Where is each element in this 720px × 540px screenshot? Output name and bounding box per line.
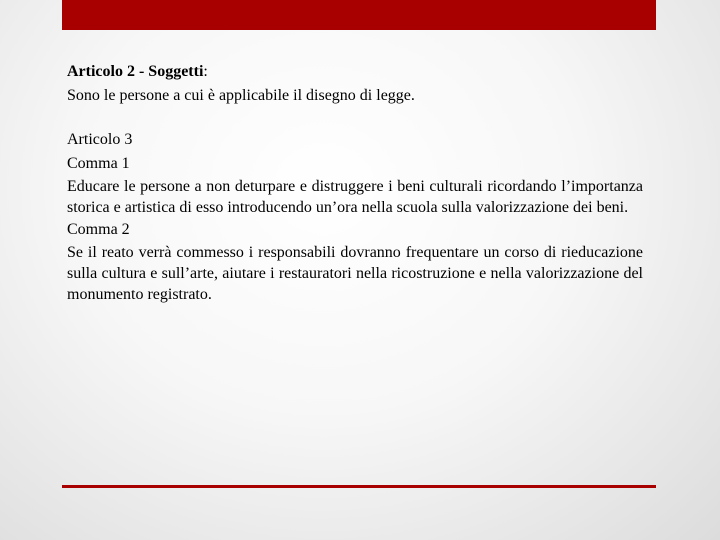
comma-1-text: Educare le persone a non deturpare e distruggere i beni culturali ricordando l’importanza storica e artistica di esso introducendo un’ora nella scuola sulla valorizzazione dei beni. bbox=[67, 178, 643, 216]
top-accent-bar bbox=[62, 0, 656, 30]
comma-2-label: Comma 2 bbox=[67, 221, 130, 238]
bottom-accent-rule bbox=[62, 485, 656, 488]
article-3-heading: Articolo 3 bbox=[67, 131, 133, 148]
article-2-body: Sono le persone a cui è applicabile il disegno di legge. bbox=[67, 87, 415, 104]
article-2-heading: Articolo 2 - Soggetti bbox=[67, 63, 204, 80]
article-2-heading-colon: : bbox=[203, 63, 208, 80]
paragraph-gap bbox=[67, 108, 643, 128]
comma-1-label: Comma 1 bbox=[67, 155, 130, 172]
comma-2-text: Se il reato verrà commesso i responsabili dovranno frequentare un corso di rieducazione sulla cultura e sull’arte, aiutare i restauratori nella ricostruzione e nella valorizzazione del monumento registrato. bbox=[67, 244, 643, 303]
article-2-heading-line bbox=[67, 60, 643, 84]
slide-content bbox=[67, 60, 643, 305]
